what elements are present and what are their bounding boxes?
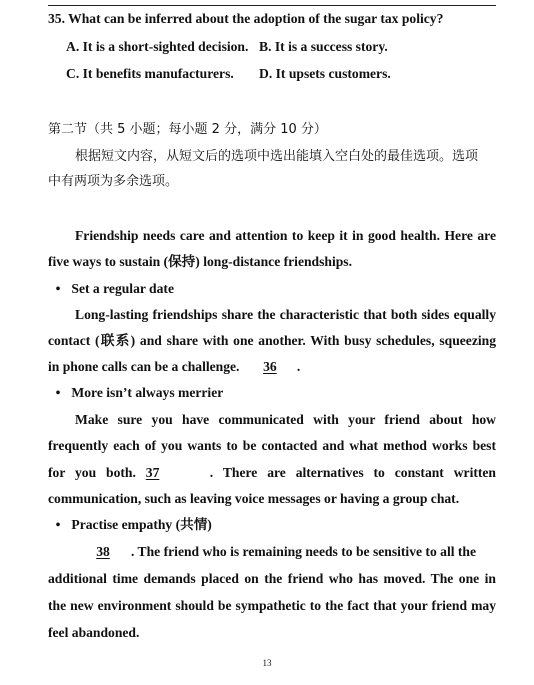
passage-intro-line1: Friendship needs care and attention to keep it in good health. Here are	[75, 228, 496, 243]
section-heading: 第二节（共 5 小题；每小题 2 分，满分 10 分）	[48, 122, 327, 137]
blank-38: 38	[96, 544, 110, 559]
section-instruction-line2: 中有两项为多余选项。	[48, 174, 179, 189]
tip1-line3	[48, 357, 496, 377]
option-b: B. It is a success story.	[259, 39, 388, 54]
option-a: A. It is a short-sighted decision.	[66, 39, 249, 54]
page-number: 13	[262, 658, 272, 668]
tip2-line3-end: . There are alternatives to constant written	[209, 465, 496, 480]
tip3-line1	[75, 542, 496, 562]
tip2-heading: More isn’t always merrier	[71, 385, 224, 400]
bullet-icon: •	[55, 385, 61, 400]
question-35-options-row1	[66, 37, 496, 57]
tip2-line3	[48, 463, 496, 483]
tip1-heading-row	[48, 279, 496, 299]
tip1-line1: Long-lasting friendships share the characteristic that both sides equally	[75, 307, 496, 322]
tip2-heading-row	[48, 383, 496, 403]
tip2-line4: communication, such as leaving voice messages or having a group chat.	[48, 491, 460, 506]
blank-36: 36	[263, 359, 277, 374]
question-35-options-row2	[66, 64, 496, 84]
tip3-line3: the new environment should be sympathetic to the fact that your friend may	[48, 598, 496, 613]
bullet-icon: •	[55, 517, 61, 532]
passage-intro-line2: five ways to sustain (保持) long-distance friendships.	[48, 254, 352, 269]
option-c: C. It benefits manufacturers.	[66, 66, 234, 81]
tip3-heading: Practise empathy (共情)	[71, 517, 212, 532]
tip1-heading: Set a regular date	[71, 281, 174, 296]
question-35-stem: 35. What can be inferred about the adoption of the sugar tax policy?	[48, 11, 444, 26]
tip1-line3-text: in phone calls can be a challenge.	[48, 359, 240, 374]
tip3-line2: additional time demands placed on the friend who has moved. The one in	[48, 571, 496, 586]
tip2-line3-start: for you both.	[48, 465, 136, 480]
tip2-line1: Make sure you have communicated with your friend about how	[75, 412, 496, 427]
tip1-line3-end: .	[296, 359, 301, 374]
tip3-line4: feel abandoned.	[48, 625, 140, 640]
bullet-icon: •	[55, 281, 61, 296]
blank-37: 37	[145, 465, 160, 480]
tip2-line2: frequently each of you wants to be contacted and what method works best	[48, 438, 496, 453]
section-instruction-line1: 根据短文内容，从短文后的选项中选出能填入空白处的最佳选项。选项	[75, 149, 479, 164]
top-rule	[48, 5, 496, 6]
tip3-line1-end: . The friend who is remaining needs to be sensitive to all the	[131, 544, 477, 559]
tip3-heading-row	[48, 515, 496, 535]
tip1-line2: contact (联系) and share with one another. With busy schedules, squeezing	[48, 333, 496, 348]
option-d: D. It upsets customers.	[259, 66, 391, 81]
